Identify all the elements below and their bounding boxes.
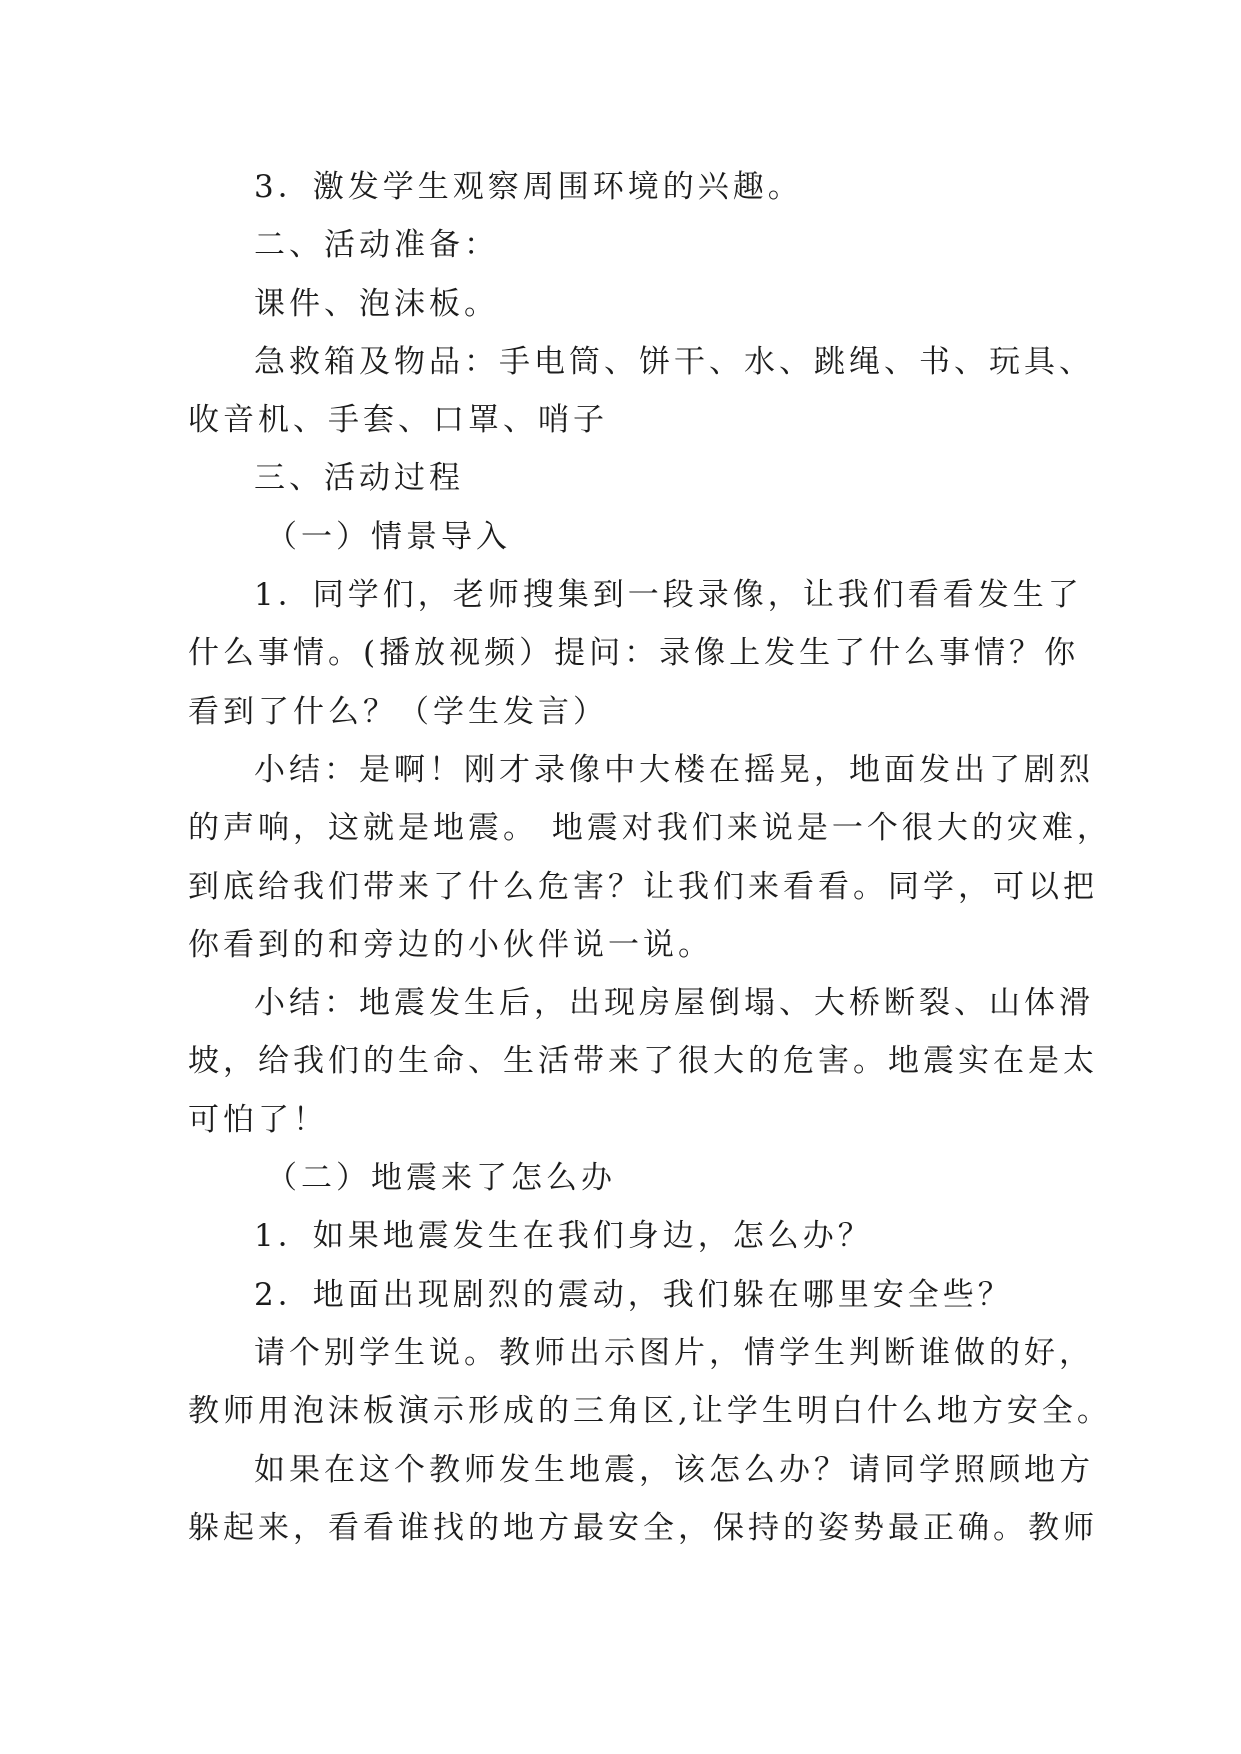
text-line: 小结：地震发生后，出现房屋倒塌、大桥断裂、山体滑 xyxy=(254,985,1094,1022)
subsection-heading: （一）情景导入 xyxy=(266,518,511,555)
text-line: 教师用泡沫板演示形成的三角区,让学生明白什么地方安全。 xyxy=(188,1393,1112,1430)
text-line: 看到了什么？（学生发言） xyxy=(188,693,608,730)
text-line: 到底给我们带来了什么危害？让我们来看看。同学，可以把 xyxy=(188,868,1098,905)
text-line: 2．地面出现剧烈的震动，我们躲在哪里安全些？ xyxy=(254,1276,1013,1313)
text-line: 的声响，这就是地震。 地震对我们来说是一个很大的灾难， xyxy=(188,810,1112,847)
section-heading: 二、活动准备： xyxy=(254,227,499,264)
text-line: 小结：是啊！刚才录像中大楼在摇晃，地面发出了剧烈 xyxy=(254,751,1094,788)
subsection-heading: （二）地震来了怎么办 xyxy=(266,1160,616,1197)
text-line: 躲起来，看看谁找的地方最安全，保持的姿势最正确。教师 xyxy=(188,1509,1098,1546)
text-line: 收音机、手套、口罩、哨子 xyxy=(188,402,608,439)
text-line: 1．同学们，老师搜集到一段录像，让我们看看发生了 xyxy=(254,577,1083,614)
text-line: 你看到的和旁边的小伙伴说一说。 xyxy=(188,926,713,963)
text-line: 课件、泡沫板。 xyxy=(254,285,499,322)
text-line: 1．如果地震发生在我们身边，怎么办？ xyxy=(254,1218,873,1255)
text-line: 请个别学生说。教师出示图片，情学生判断谁做的好， xyxy=(254,1334,1094,1371)
text-line: 什么事情。(播放视频）提问：录像上发生了什么事情？你 xyxy=(188,635,1080,672)
text-line: 可怕了！ xyxy=(188,1101,328,1138)
text-line: 急救箱及物品：手电筒、饼干、水、跳绳、书、玩具、 xyxy=(254,343,1094,380)
text-line: 如果在这个教师发生地震，该怎么办？请同学照顾地方 xyxy=(254,1451,1094,1488)
text-line: 3．激发学生观察周围环境的兴趣。 xyxy=(254,169,803,205)
document-body xyxy=(188,158,1112,1557)
section-heading: 三、活动过程 xyxy=(254,460,464,497)
text-line: 坡，给我们的生命、生活带来了很大的危害。地震实在是太 xyxy=(188,1043,1098,1080)
